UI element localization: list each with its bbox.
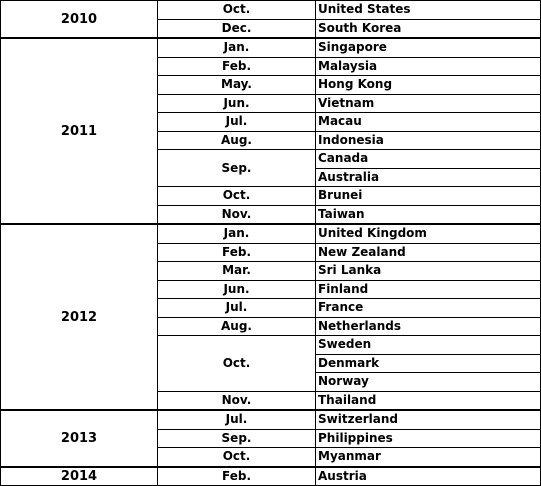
month-cell: Oct. xyxy=(158,448,316,467)
launch-table-body xyxy=(1,1,541,486)
month-cell: Sep. xyxy=(158,429,316,448)
country-cell: Malaysia xyxy=(316,57,541,76)
year-cell: 2014 xyxy=(1,467,158,486)
country-cell: Netherlands xyxy=(316,317,541,336)
month-cell: Jul. xyxy=(158,410,316,429)
country-cell: France xyxy=(316,299,541,318)
month-cell: Nov. xyxy=(158,205,316,224)
table-row xyxy=(1,467,541,486)
table-row xyxy=(1,38,541,57)
month-cell: Jun. xyxy=(158,280,316,299)
month-cell: Jan. xyxy=(158,38,316,57)
country-cell: Norway xyxy=(316,373,541,392)
country-cell: Singapore xyxy=(316,38,541,57)
country-cell: South Korea xyxy=(316,19,541,38)
country-cell: Brunei xyxy=(316,187,541,206)
country-cell: Australia xyxy=(316,168,541,187)
month-cell: Feb. xyxy=(158,467,316,486)
country-cell: Finland xyxy=(316,280,541,299)
country-cell: Austria xyxy=(316,467,541,486)
country-cell: Philippines xyxy=(316,429,541,448)
month-cell: Oct. xyxy=(158,1,316,20)
country-cell: Myanmar xyxy=(316,448,541,467)
month-cell: Feb. xyxy=(158,57,316,76)
year-cell: 2011 xyxy=(1,38,158,224)
year-cell: 2013 xyxy=(1,410,158,467)
country-cell: United Kingdom xyxy=(316,224,541,243)
month-cell: Jul. xyxy=(158,299,316,318)
month-cell: Nov. xyxy=(158,391,316,410)
country-cell: Canada xyxy=(316,150,541,169)
month-cell: Feb. xyxy=(158,243,316,262)
country-cell: Indonesia xyxy=(316,131,541,150)
country-cell: United States xyxy=(316,1,541,20)
table-row xyxy=(1,224,541,243)
country-cell: Macau xyxy=(316,113,541,132)
country-cell: Sweden xyxy=(316,336,541,355)
country-cell: Hong Kong xyxy=(316,76,541,95)
country-cell: Thailand xyxy=(316,391,541,410)
month-cell: May. xyxy=(158,76,316,95)
month-cell: Jun. xyxy=(158,94,316,113)
country-cell: Sri Lanka xyxy=(316,262,541,281)
month-cell: Oct. xyxy=(158,187,316,206)
month-cell: Aug. xyxy=(158,131,316,150)
month-cell: Jul. xyxy=(158,113,316,132)
year-cell: 2012 xyxy=(1,224,158,410)
month-cell: Dec. xyxy=(158,19,316,38)
month-cell: Mar. xyxy=(158,262,316,281)
month-cell: Jan. xyxy=(158,224,316,243)
month-cell: Sep. xyxy=(158,150,316,187)
table-row xyxy=(1,410,541,429)
table-row xyxy=(1,1,541,20)
country-cell: Switzerland xyxy=(316,410,541,429)
month-cell: Aug. xyxy=(158,317,316,336)
month-cell: Oct. xyxy=(158,336,316,392)
country-cell: Taiwan xyxy=(316,205,541,224)
country-cell: New Zealand xyxy=(316,243,541,262)
country-cell: Vietnam xyxy=(316,94,541,113)
year-cell: 2010 xyxy=(1,1,158,39)
country-cell: Denmark xyxy=(316,354,541,373)
